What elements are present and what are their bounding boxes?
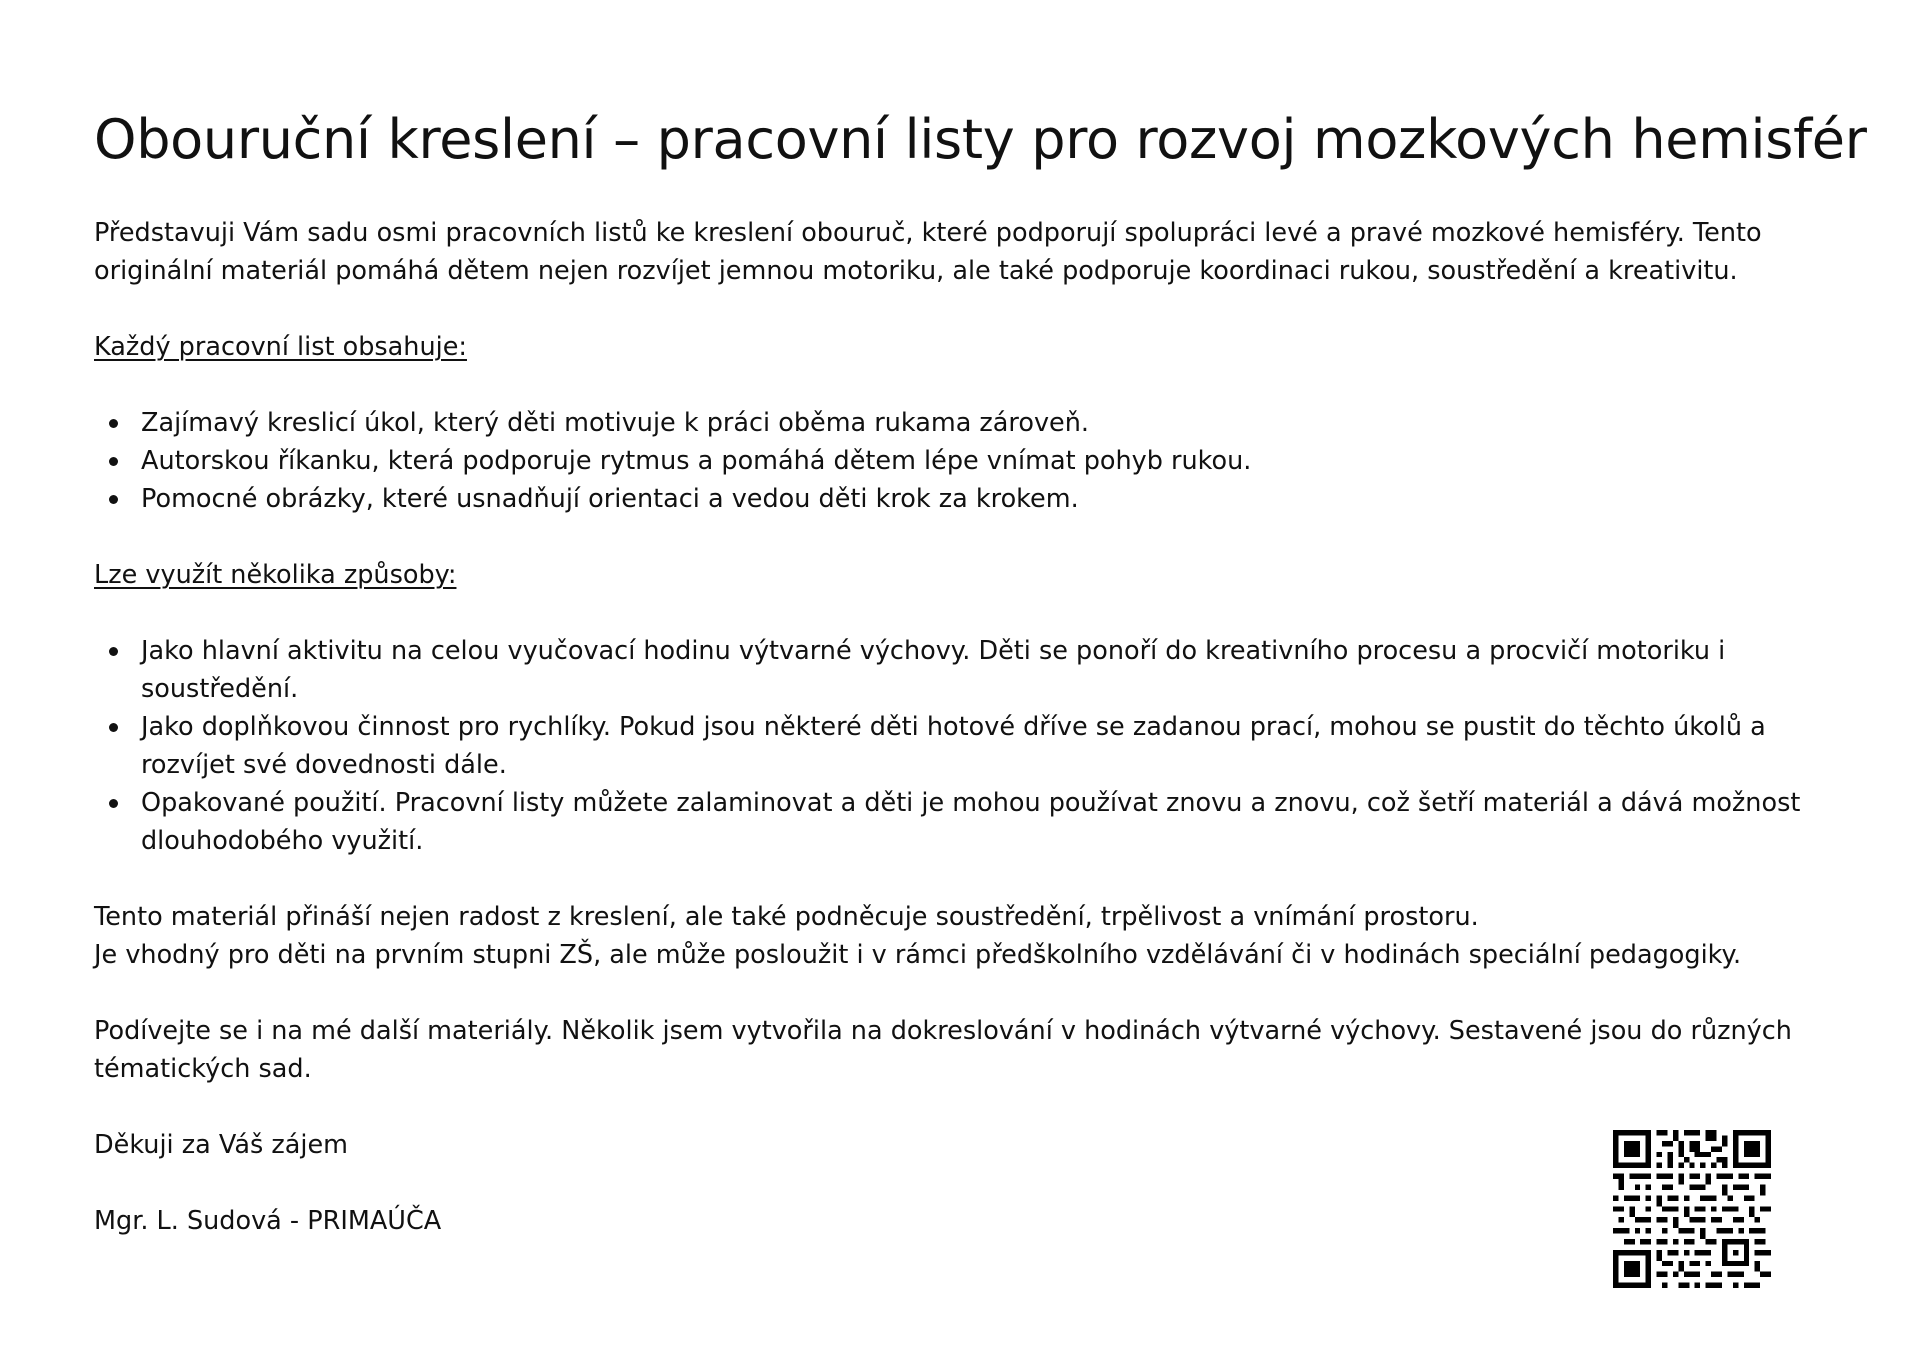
summary-line-2: Je vhodný pro děti na prvním stupni ZŠ, ale může posloužit i v rámci předškolního vzdělávání či v hodinách speciální pedagogiky. — [94, 940, 1742, 970]
list-item: Zajímavý kreslicí úkol, který děti motivuje k práci oběma rukama zároveň. — [94, 404, 1834, 442]
list-item: Autorskou říkanku, která podporuje rytmus a pomáhá dětem lépe vnímat pohyb rukou. — [94, 442, 1834, 480]
section-heading-uses-text: Lze využít několika způsoby: — [94, 560, 457, 590]
page-title: Obouruční kreslení – pracovní listy pro rozvoj mozkových hemisfér — [94, 108, 1867, 171]
section-heading-uses — [94, 556, 1834, 594]
more-materials-paragraph: Podívejte se i na mé další materiály. Několik jsem vytvořila na dokreslování v hodinách výtvarné výchovy. Sestavené jsou do různých tématických sad. — [94, 1016, 1792, 1084]
list-item: Pomocné obrázky, které usnadňují orientaci a vedou děti krok za krokem. — [94, 480, 1834, 518]
intro-paragraph: Představuji Vám sadu osmi pracovních listů ke kreslení obouruč, které podporují spolupráci levé a pravé mozkové hemisféry. Tento originální materiál pomáhá dětem nejen rozvíjet jemnou motoriku, ale také podporuje koordinaci rukou, soustředění a kreativitu. — [94, 218, 1762, 286]
author-signature: Mgr. L. Sudová - PRIMAÚČA — [94, 1206, 442, 1236]
thanks-line: Děkuji za Váš zájem — [94, 1130, 348, 1160]
list-item: Jako doplňkovou činnost pro rychlíky. Pokud jsou některé děti hotové dříve se zadanou prací, mohou se pustit do těchto úkolů a rozvíjet své dovednosti dále. — [94, 708, 1834, 784]
summary-line-1: Tento materiál přináší nejen radost z kreslení, ale také podněcuje soustředění, trpělivost a vnímání prostoru. — [94, 902, 1479, 932]
list-item: Jako hlavní aktivitu na celou vyučovací hodinu výtvarné výchovy. Děti se ponoří do kreativního procesu a procvičí motoriku i soustředění. — [94, 632, 1834, 708]
section-heading-contents — [94, 328, 1834, 366]
qr-code-icon[interactable] — [1613, 1130, 1771, 1288]
list-item: Opakované použití. Pracovní listy můžete zalaminovat a děti je mohou používat znovu a znovu, což šetří materiál a dává možnost dlouhodobého využití. — [94, 784, 1834, 860]
contents-list — [94, 404, 1834, 518]
uses-list — [94, 632, 1834, 860]
summary-paragraph — [94, 898, 1834, 974]
section-heading-contents-text: Každý pracovní list obsahuje: — [94, 332, 467, 362]
